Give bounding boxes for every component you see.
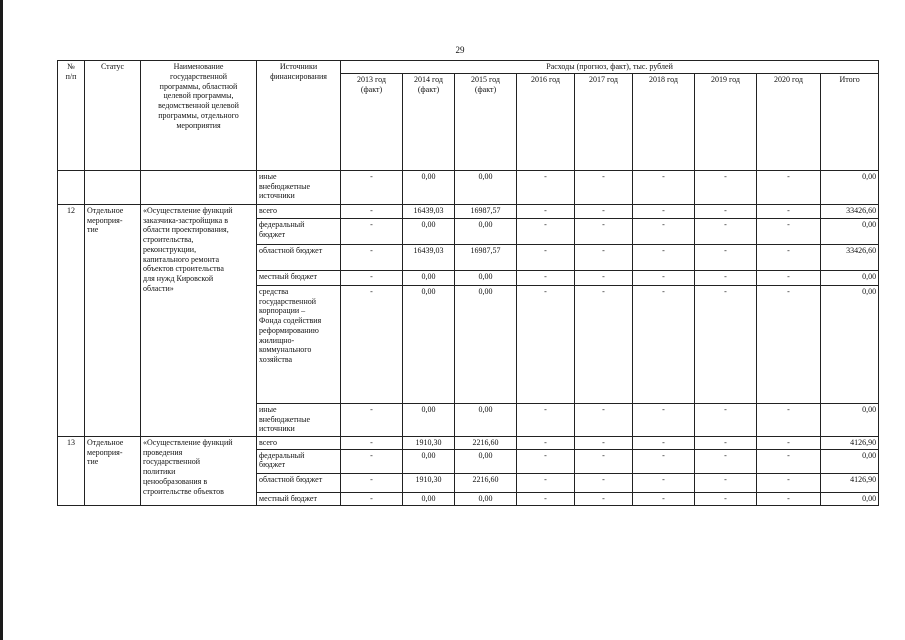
value-cell: - bbox=[341, 436, 403, 449]
value-cell: - bbox=[517, 270, 575, 285]
value-total-cell: 0,00 bbox=[821, 285, 879, 403]
value-cell: - bbox=[517, 473, 575, 492]
value-cell: 0,00 bbox=[455, 218, 517, 244]
value-total-cell: 4126,90 bbox=[821, 436, 879, 449]
table-row bbox=[58, 204, 879, 218]
value-cell: - bbox=[757, 270, 821, 285]
value-cell: - bbox=[575, 492, 633, 505]
header-year: 2019 год bbox=[695, 73, 757, 170]
scan-edge-shadow bbox=[0, 0, 3, 640]
source-cell: средства государственной корпорации – Фонда содействия реформированию жилищно- коммунального хозяйства bbox=[257, 285, 341, 403]
source-cell: иные внебюджетные источники bbox=[257, 170, 341, 204]
value-cell: - bbox=[695, 204, 757, 218]
value-cell: - bbox=[633, 244, 695, 270]
value-cell: - bbox=[341, 403, 403, 436]
value-total-cell: 0,00 bbox=[821, 403, 879, 436]
value-cell: - bbox=[575, 403, 633, 436]
empty-cell bbox=[141, 170, 257, 204]
value-cell: - bbox=[695, 285, 757, 403]
measure-status-cell: Отдельное мероприя- тие bbox=[85, 436, 141, 505]
value-cell: - bbox=[757, 285, 821, 403]
value-total-cell: 0,00 bbox=[821, 218, 879, 244]
value-cell: 1910,30 bbox=[403, 436, 455, 449]
header-year: 2020 год bbox=[757, 73, 821, 170]
value-total-cell: 0,00 bbox=[821, 492, 879, 505]
value-cell: 0,00 bbox=[403, 170, 455, 204]
value-cell: 0,00 bbox=[403, 218, 455, 244]
value-total-cell: 4126,90 bbox=[821, 473, 879, 492]
value-cell: - bbox=[757, 403, 821, 436]
source-cell: областной бюджет bbox=[257, 244, 341, 270]
value-cell: - bbox=[517, 218, 575, 244]
value-cell: - bbox=[633, 218, 695, 244]
value-cell: - bbox=[633, 270, 695, 285]
page-number: 29 bbox=[455, 45, 465, 55]
value-cell: 2216,60 bbox=[455, 473, 517, 492]
measure-name-cell: «Осуществление функций проведения государственной политики ценообразования в строительстве объектов bbox=[141, 436, 257, 505]
header-expenses: Расходы (прогноз, факт), тыс. рублей bbox=[341, 61, 879, 74]
value-cell: - bbox=[341, 285, 403, 403]
source-cell: местный бюджет bbox=[257, 492, 341, 505]
value-cell: - bbox=[341, 170, 403, 204]
value-cell: - bbox=[695, 270, 757, 285]
value-cell: - bbox=[695, 436, 757, 449]
value-cell: - bbox=[695, 473, 757, 492]
value-cell: 0,00 bbox=[455, 492, 517, 505]
source-cell: всего bbox=[257, 204, 341, 218]
empty-cell bbox=[58, 170, 85, 204]
value-cell: 16987,57 bbox=[455, 244, 517, 270]
value-cell: - bbox=[575, 204, 633, 218]
value-cell: - bbox=[695, 492, 757, 505]
header-status: Статус bbox=[85, 61, 141, 171]
value-cell: - bbox=[517, 204, 575, 218]
value-cell: - bbox=[633, 473, 695, 492]
header-year: 2018 год bbox=[633, 73, 695, 170]
value-cell: 16439,03 bbox=[403, 244, 455, 270]
source-cell: всего bbox=[257, 436, 341, 449]
value-cell: - bbox=[517, 492, 575, 505]
table-row bbox=[58, 436, 879, 449]
value-cell: - bbox=[341, 473, 403, 492]
value-cell: - bbox=[695, 449, 757, 473]
value-cell: - bbox=[341, 244, 403, 270]
header-num: № п/п bbox=[58, 61, 85, 171]
value-cell: - bbox=[575, 436, 633, 449]
value-cell: - bbox=[633, 170, 695, 204]
value-cell: 0,00 bbox=[455, 270, 517, 285]
value-cell: - bbox=[575, 218, 633, 244]
source-cell: федеральный бюджет bbox=[257, 449, 341, 473]
header-row-top bbox=[58, 61, 879, 74]
header-total: Итого bbox=[821, 73, 879, 170]
value-cell: - bbox=[695, 244, 757, 270]
source-cell: иные внебюджетные источники bbox=[257, 403, 341, 436]
value-cell: - bbox=[575, 285, 633, 403]
value-cell: - bbox=[517, 403, 575, 436]
value-cell: - bbox=[517, 170, 575, 204]
value-cell: 1910,30 bbox=[403, 473, 455, 492]
value-cell: - bbox=[575, 270, 633, 285]
value-cell: 0,00 bbox=[403, 492, 455, 505]
table-row bbox=[58, 170, 879, 204]
value-cell: - bbox=[757, 492, 821, 505]
value-cell: 16987,57 bbox=[455, 204, 517, 218]
value-cell: - bbox=[695, 403, 757, 436]
value-cell: - bbox=[517, 244, 575, 270]
value-cell: 0,00 bbox=[455, 170, 517, 204]
value-cell: - bbox=[757, 170, 821, 204]
value-cell: - bbox=[575, 170, 633, 204]
value-total-cell: 33426,60 bbox=[821, 244, 879, 270]
value-cell: - bbox=[575, 473, 633, 492]
value-cell: - bbox=[633, 449, 695, 473]
value-cell: 0,00 bbox=[403, 285, 455, 403]
value-cell: - bbox=[757, 204, 821, 218]
budget-table-sheet bbox=[57, 60, 879, 506]
value-cell: - bbox=[757, 218, 821, 244]
value-cell: - bbox=[757, 473, 821, 492]
value-cell: 0,00 bbox=[403, 449, 455, 473]
header-year: 2015 год (факт) bbox=[455, 73, 517, 170]
value-cell: - bbox=[757, 436, 821, 449]
value-cell: - bbox=[633, 403, 695, 436]
value-cell: 16439,03 bbox=[403, 204, 455, 218]
header-year: 2016 год bbox=[517, 73, 575, 170]
value-cell: - bbox=[757, 244, 821, 270]
value-cell: - bbox=[695, 170, 757, 204]
value-cell: - bbox=[341, 270, 403, 285]
value-total-cell: 33426,60 bbox=[821, 204, 879, 218]
header-sources: Источники финансирования bbox=[257, 61, 341, 171]
value-cell: - bbox=[695, 218, 757, 244]
value-cell: - bbox=[633, 436, 695, 449]
value-cell: - bbox=[341, 449, 403, 473]
source-cell: местный бюджет bbox=[257, 270, 341, 285]
value-cell: 0,00 bbox=[455, 449, 517, 473]
source-cell: областной бюджет bbox=[257, 473, 341, 492]
value-cell: - bbox=[517, 449, 575, 473]
source-cell: федеральный бюджет bbox=[257, 218, 341, 244]
value-cell: 0,00 bbox=[455, 285, 517, 403]
header-year: 2017 год bbox=[575, 73, 633, 170]
value-cell: - bbox=[517, 285, 575, 403]
value-cell: 0,00 bbox=[403, 270, 455, 285]
value-cell: - bbox=[341, 218, 403, 244]
value-cell: - bbox=[341, 492, 403, 505]
value-cell: - bbox=[633, 492, 695, 505]
value-total-cell: 0,00 bbox=[821, 170, 879, 204]
value-cell: - bbox=[575, 244, 633, 270]
empty-cell bbox=[85, 170, 141, 204]
measure-num-cell: 13 bbox=[58, 436, 85, 505]
value-cell: - bbox=[757, 449, 821, 473]
value-cell: 0,00 bbox=[455, 403, 517, 436]
value-total-cell: 0,00 bbox=[821, 270, 879, 285]
budget-table bbox=[57, 60, 879, 506]
value-cell: - bbox=[341, 204, 403, 218]
header-name: Наименование государственной программы, областной целевой программы, ведомственной целевой программы, отдельного мероприятия bbox=[141, 61, 257, 171]
header-year: 2014 год (факт) bbox=[403, 73, 455, 170]
measure-num-cell: 12 bbox=[58, 204, 85, 436]
value-total-cell: 0,00 bbox=[821, 449, 879, 473]
value-cell: 0,00 bbox=[403, 403, 455, 436]
measure-name-cell: «Осуществление функций заказчика-застройщика в области проектирования, строительства, реконструкции, капитального ремонта объектов строительства для нужд Кировской области» bbox=[141, 204, 257, 436]
value-cell: 2216,60 bbox=[455, 436, 517, 449]
measure-status-cell: Отдельное мероприя- тие bbox=[85, 204, 141, 436]
value-cell: - bbox=[575, 449, 633, 473]
value-cell: - bbox=[517, 436, 575, 449]
header-year: 2013 год (факт) bbox=[341, 73, 403, 170]
value-cell: - bbox=[633, 204, 695, 218]
value-cell: - bbox=[633, 285, 695, 403]
